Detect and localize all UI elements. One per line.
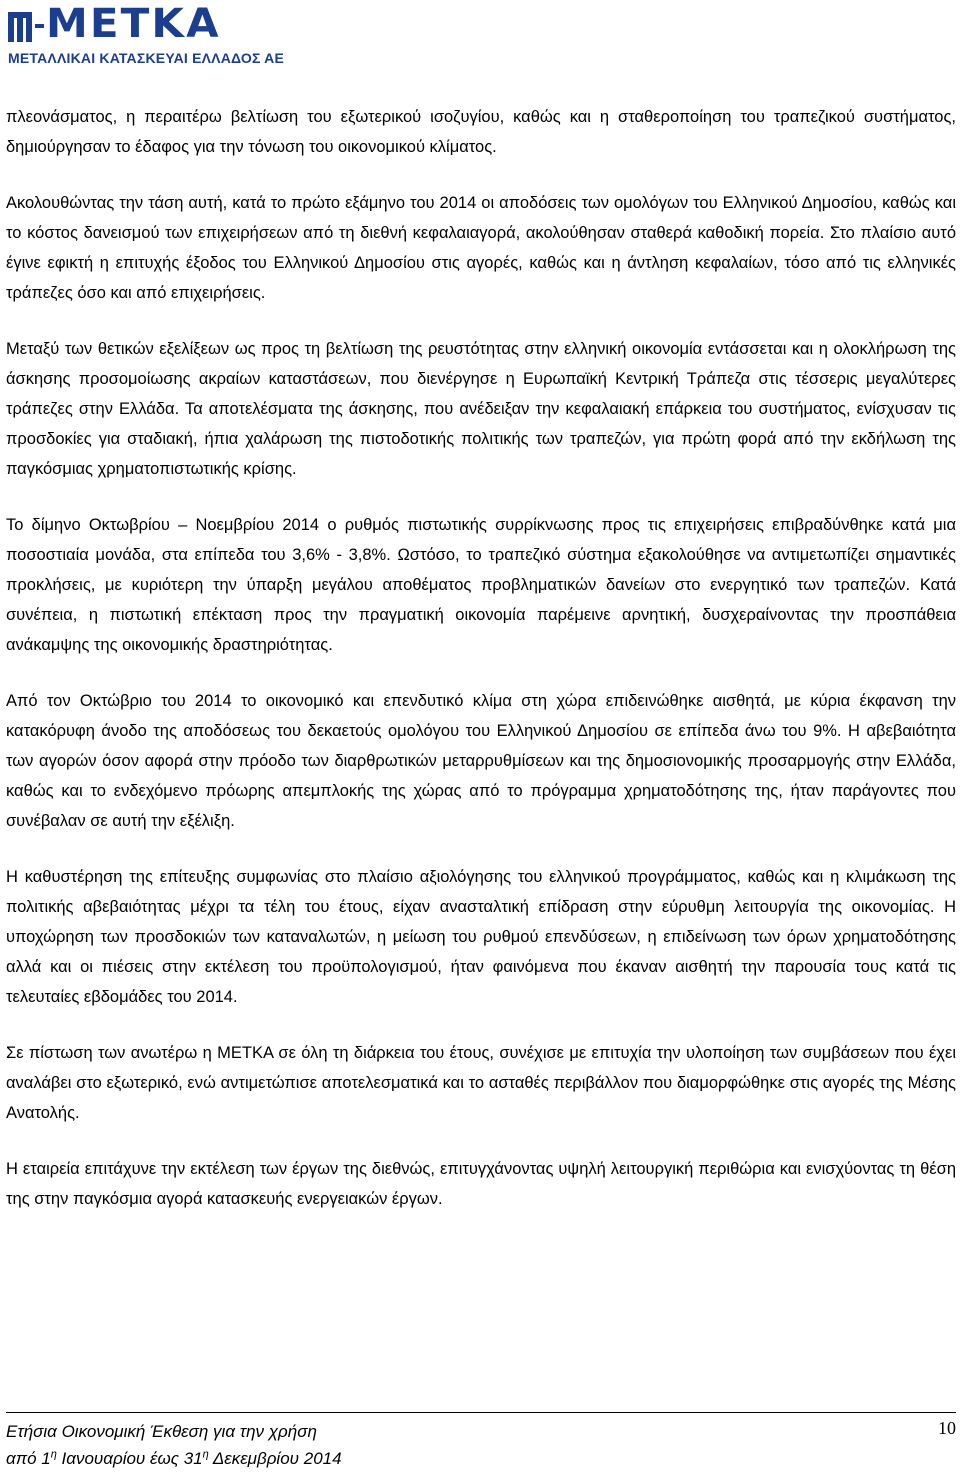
footer-period-part: Ιανουαρίου έως 31	[56, 1449, 203, 1468]
footer-title: Ετήσια Οικονομική Έκθεση για την χρήση	[6, 1422, 317, 1441]
footer-period-part: από 1	[6, 1449, 51, 1468]
paragraph: πλεονάσματος, η περαιτέρω βελτίωση του εξωτερικού ισοζυγίου, καθώς και η σταθεροποίηση του τραπεζικού συστήματος, δημιούργησαν το έδαφος για την τόνωση του οικονομικού κλίματος.	[6, 108, 956, 156]
paragraph: Η καθυστέρηση της επίτευξης συμφωνίας στο πλαίσιο αξιολόγησης του ελληνικού προγράμματος, καθώς και η κλιμάκωση της πολιτικής αβεβαιότητας μέχρι τα τέλη του έτους, είχαν ανασταλτική επίδραση στην εύρυθμη λειτουργία της οικονομίας. Η υποχώρηση των προσδοκιών των καταναλωτών, η μείωση του ρυθμού επενδύσεων, η επιδείνωση των όρων χρηματοδότησης αλλά και οι πιέσεις στην εκτέλεση του προϋπολογισμού, ήταν φαινόμενα που έκαναν αισθητή την παρουσία τους κατά τις τελευταίες εβδομάδες του 2014.	[6, 868, 956, 1006]
page-number: 10	[938, 1418, 956, 1438]
metka-logo	[8, 1, 284, 70]
logo-subtitle: ΜΕΤΑΛΛΙΚΑΙ ΚΑΤΑΣΚΕΥΑΙ ΕΛΛΑΔΟΣ ΑΕ	[8, 50, 284, 66]
footer-period-part: Δεκεμβρίου 2014	[208, 1449, 342, 1468]
footer-divider	[6, 1412, 956, 1413]
paragraph: Η εταιρεία επιτάχυνε την εκτέλεση των έργων της διεθνώς, επιτυγχάνοντας υψηλή λειτουργική περιθώρια και ενισχύοντας τη θέση της στην παγκόσμια αγορά κατασκευής ενεργειακών έργων.	[6, 1160, 956, 1208]
paragraph: Ακολουθώντας την τάση αυτή, κατά το πρώτο εξάμηνο του 2014 οι αποδόσεις των ομολόγων του Ελληνικού Δημοσίου, καθώς και το κόστος δανεισμού των επιχειρήσεων από τη διεθνή κεφαλαιαγορά, ακολούθησαν σταθερά καθοδική πορεία. Στο πλαίσιο αυτό έγινε εφικτή η επιτυχής έξοδος του Ελληνικού Δημοσίου στις αγορές, καθώς και η άντληση κεφαλαίων, τόσο από τις ελληνικές τράπεζες όσο και από επιχειρήσεις.	[6, 194, 956, 302]
logo-wordmark: METKA	[46, 1, 221, 47]
paragraph: Μεταξύ των θετικών εξελίξεων ως προς τη βελτίωση της ρευστότητας στην ελληνική οικονομία εντάσσεται και η ολοκλήρωση της άσκησης προσομοίωσης ακραίων καταστάσεων, που διενέργησε η Ευρωπαϊκή Κεντρική Τράπεζα στις τέσσερις μεγαλύτερες τράπεζες στην Ελλάδα. Τα αποτελέσματα της άσκησης, που ανέδειξαν την κεφαλαιακή επάρκεια του συστήματος, ενίσχυσαν τις προσδοκίες για σταδιακή, ήπια χαλάρωση της πιστοδοτικής πολιτικής των τραπεζών, για πρώτη φορά από την εκδήλωση της παγκόσμιας χρηματοπιστωτικής κρίσης.	[6, 340, 956, 478]
footer	[6, 1418, 956, 1472]
footer-superscript: η	[50, 1448, 57, 1461]
metka-emblem-icon	[8, 8, 44, 42]
paragraph: Από τον Οκτώβριο του 2014 το οικονομικό και επενδυτικό κλίμα στη χώρα επιδεινώθηκε αισθητά, με κύρια έκφανση την κατακόρυφη άνοδο της αποδόσεως του δεκαετούς ομολόγου του Ελληνικού Δημοσίου σε επίπεδα άνω του 9%. Η αβεβαιότητα των αγορών όσον αφορά στην πρόοδο των διαρθρωτικών μεταρρυθμίσεων και της δημοσιονομικής προσαρμογής στην Ελλάδα, καθώς και το ενδεχόμενο πρόωρης απεμπλοκής της χώρας από το πρόγραμμα χρηματοδότησης της, ήταν παράγοντες που συνέβαλαν σε αυτή την εξέλιξη.	[6, 692, 956, 830]
footer-period	[6, 1445, 956, 1472]
paragraph: Το δίμηνο Οκτωβρίου – Νοεμβρίου 2014 ο ρυθμός πιστωτικής συρρίκνωσης προς τις επιχειρήσεις επιβραδύνθηκε κατά μια ποσοστιαία μονάδα, στα επίπεδα του 3,6% - 3,8%. Ωστόσο, το τραπεζικό σύστημα εξακολούθησε να αντιμετωπίζει σημαντικές προκλήσεις, με κυριότερη την ύπαρξη μεγάλου αποθέματος προβληματικών δανείων στο ενεργητικό των τραπεζών. Κατά συνέπεια, η πιστωτική επέκταση προς την πραγματική οικονομία παρέμεινε αρνητική, δυσχεραίνοντας την προσπάθεια ανάκαμψης της οικονομικής δραστηριότητας.	[6, 516, 956, 654]
document-body	[6, 102, 956, 1240]
footer-superscript: η	[202, 1448, 209, 1461]
paragraph: Σε πίστωση των ανωτέρω η ΜΕΤΚΑ σε όλη τη διάρκεια του έτους, συνέχισε με επιτυχία την υλοποίηση των συμβάσεων που έχει αναλάβει στο εξωτερικό, ενώ αντιμετώπισε αποτελεσματικά και το ασταθές περιβάλλον που διαμορφώθηκε στις αγορές της Μέσης Ανατολής.	[6, 1044, 956, 1122]
